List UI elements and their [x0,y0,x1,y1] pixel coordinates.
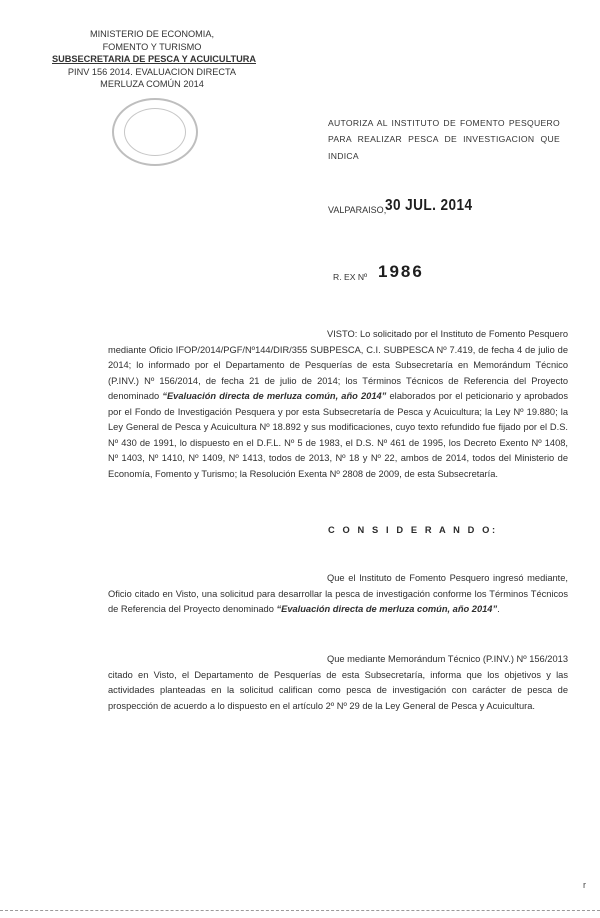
visto-project-title: “Evaluación directa de merluza común, año 2014” [162,391,387,401]
place-label: VALPARAISO, [328,205,387,215]
considerando-heading: C O N S I D E R A N D O: [328,525,498,535]
p1-project-title: “Evaluación directa de merluza común, año 2014” [276,604,498,614]
visto-paragraph [108,327,568,482]
letterhead [52,28,257,91]
p1-text-a: Que el Instituto de Fomento Pesquero ingresó mediante, Oficio citado en Visto, una solicitud para desarrollar la pesca de investigación conforme los Términos Técnicos de Referencia del Proyecto denominado [108,573,568,614]
considerando-paragraph-1 [108,571,568,618]
margin-mark: r [583,880,586,890]
considerando-paragraph-2: Que mediante Memorándum Técnico (P.INV.) Nº 156/2013 citado en Visto, el Departamento de Pesquerías de esta Subsecretaría, informa que los objetivos y las actividades planteadas en la solicitud califican como pesca de investigación con carácter de pesca de prospección de acuerdo a lo dispuesto en el artículo 2º Nº 29 de la Ley General de Pesca y Acuicultura. [108,654,568,711]
page-bottom-divider [0,910,600,911]
letterhead-ministry-sub: FOMENTO Y TURISMO [102,41,202,52]
official-seal-stamp [112,98,198,166]
visto-text-a: VISTO: Lo solicitado por el Instituto de Fomento Pesquero mediante Oficio IFOP/2014/PGF/Nº144/DIR/355 SUBPESCA, C.I. SUBPESCA Nº 7.419, de fecha 4 de julio de 2014; lo informado por el Departamento de Pesquerías de esta Subsecretaría en Memorándum Técnico (P.INV.) Nº 156/2014, de fecha 21 de julio de 2014; los Términos Técnicos de Referencia del Proyecto denominado [108,329,568,401]
letterhead-subsecretaria: SUBSECRETARIA DE PESCA Y ACUICULTURA [52,54,257,65]
stamped-date: 30 JUL. 2014 [385,197,473,214]
authorization-summary: AUTORIZA AL INSTITUTO DE FOMENTO PESQUERO PARA REALIZAR PESCA DE INVESTIGACION QUE INDICA [328,118,560,161]
letterhead-ref-species: MERLUZA COMÚN 2014 [100,79,204,90]
resolution-number: 1986 [378,262,424,281]
p1-text-c: . [497,604,500,614]
resolution-label: R. EX Nº [333,272,368,282]
visto-text-c: elaborados por el peticionario y aprobados por el Fondo de Investigación Pesquera y por esta Subsecretaría de Pesca y Acuicultura; la Ley Nº 19.880; la Ley General de Pesca y Acuicultura Nº 18.892 y sus modificaciones, cuyo texto refundido fue fijado por el D.S. Nº 430 de 1991, lo dispuesto en el D.F.L. Nº 5 de 1983, el D.S. Nº 461 de 1995, los Decreto Exento Nº 1408, Nº 1403, Nº 1410, Nº 1409, Nº 1413, todos de 2013, Nº 18 y Nº 22, ambos de 2014, todos del Ministerio de Economía, Fomento y Turismo; la Resolución Exenta Nº 2808 de 2009, de esta Subsecretaría. [108,391,569,479]
letterhead-ref-project: PINV 156 2014. EVALUACION DIRECTA [67,66,237,77]
letterhead-ministry: MINISTERIO DE ECONOMIA, [89,29,215,39]
